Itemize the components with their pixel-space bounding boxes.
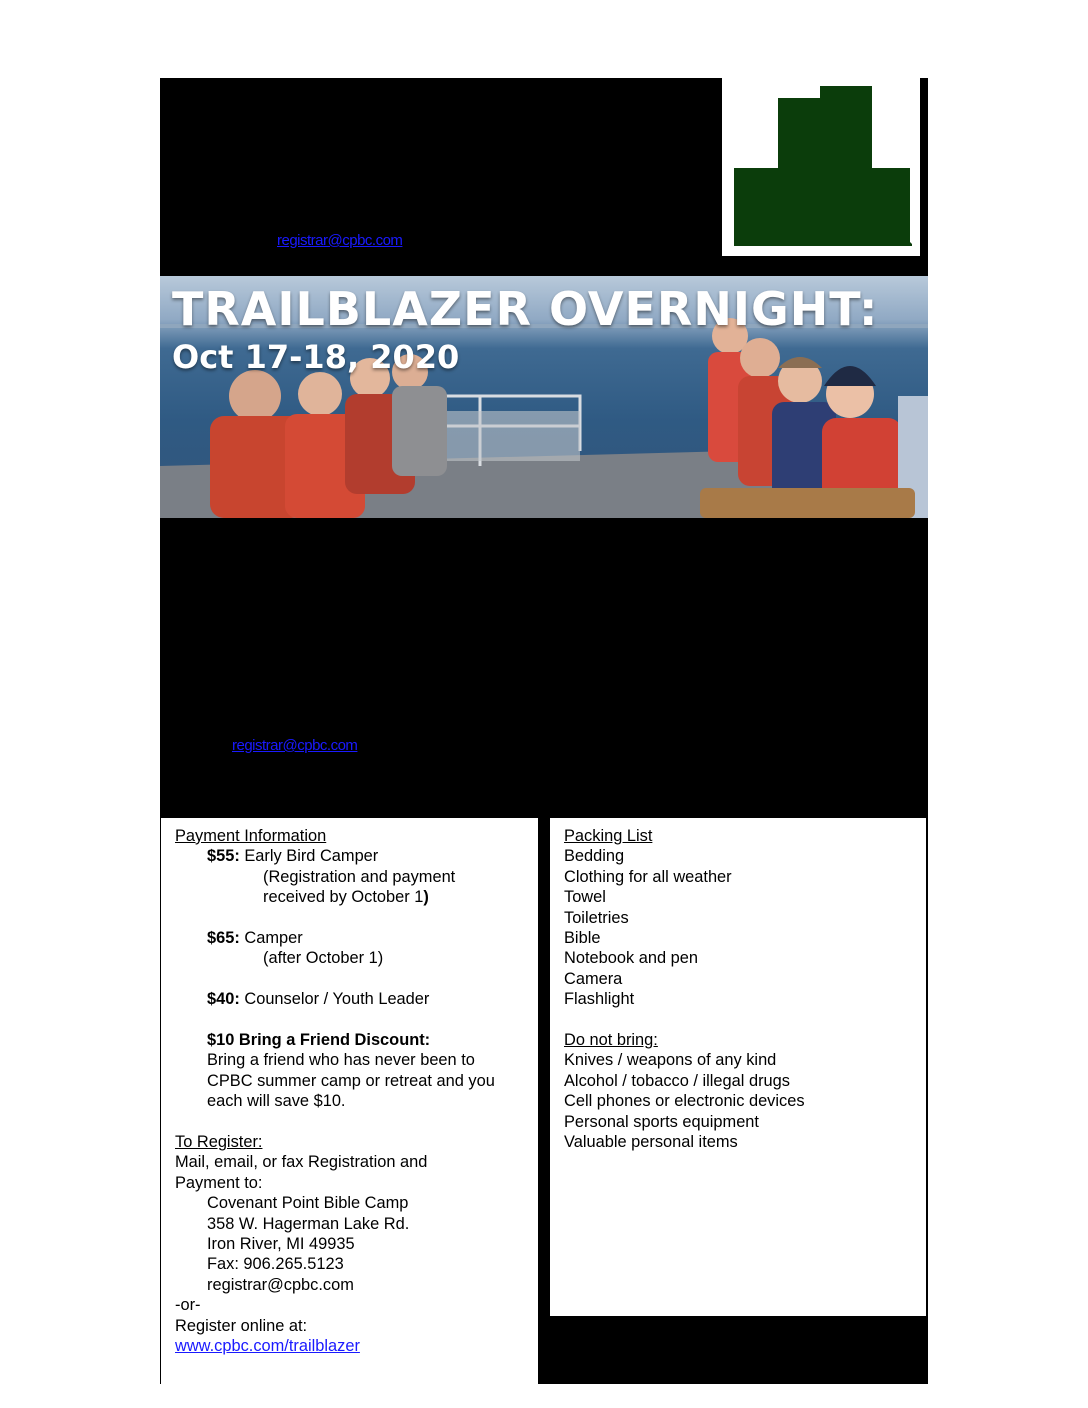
right-border [926,818,928,1316]
header-email-link[interactable]: registrar@cpbc.com [277,232,403,249]
camp-logo [722,78,920,256]
packing-item: Towel [564,888,606,907]
not-bring-item: Personal sports equipment [564,1112,759,1131]
not-bring-item: Valuable personal items [564,1133,738,1152]
early-price: $55: [207,847,240,866]
banner-photo [160,276,928,518]
register-line-2: Payment to: [175,1173,263,1192]
counselor-label: Counselor / Youth Leader [239,990,430,1009]
address-line: Iron River, MI 49935 [207,1235,355,1254]
or-separator: -or- [175,1296,201,1315]
friend-line-3: each will save $10. [207,1092,346,1111]
packing-heading: Packing List [564,827,653,845]
packing-item: Notebook and pen [564,949,698,968]
camper-note: (after October 1) [263,949,384,968]
camper-price: $65: [207,929,240,948]
packing-item: Flashlight [564,990,635,1009]
not-bring-item: Cell phones or electronic devices [564,1092,805,1111]
banner-title: TRAILBLAZER OVERNIGHT: [172,282,879,336]
early-label: Early Bird Camper [239,847,379,866]
register-line-1: Mail, email, or fax Registration and [175,1153,428,1172]
packing-item: Bible [564,929,601,948]
not-bring-heading: Do not bring: [564,1031,658,1050]
friend-line-1: Bring a friend who has never been to [207,1051,475,1070]
packing-column [564,826,805,1152]
packing-item: Toiletries [564,908,629,927]
banner-date: Oct 17-18, 2020 [172,338,460,376]
not-bring-item: Alcohol / tobacco / illegal drugs [564,1071,790,1090]
payment-heading: Payment Information [175,827,327,845]
fax-line: Fax: 906.265.5123 [207,1255,344,1274]
camper-label: Camper [239,929,303,948]
column-divider [538,818,550,1384]
bottom-right-block [550,1316,928,1384]
info-block [160,518,928,818]
register-email: registrar@cpbc.com [207,1275,354,1294]
register-url-link[interactable]: www.cpbc.com/trailblazer [175,1337,360,1356]
packing-item: Camera [564,969,623,988]
early-note-2: received by October 1 [263,888,424,907]
address-line: 358 W. Hagerman Lake Rd. [207,1214,410,1233]
payment-column [160,818,539,1384]
logo-icon [726,86,912,250]
online-label: Register online at: [175,1316,308,1335]
early-note-1: (Registration and payment [263,867,456,886]
friend-discount-heading: $10 Bring a Friend Discount: [207,1031,431,1050]
early-note-close: ) [423,888,429,907]
register-heading: To Register: [175,1133,263,1152]
not-bring-item: Knives / weapons of any kind [564,1051,777,1070]
packing-item: Bedding [564,847,625,866]
friend-line-2: CPBC summer camp or retreat and you [207,1071,495,1090]
packing-item: Clothing for all weather [564,867,732,886]
info-email-link[interactable]: registrar@cpbc.com [232,737,358,754]
counselor-price: $40: [207,990,240,1009]
address-line: Covenant Point Bible Camp [207,1194,409,1213]
